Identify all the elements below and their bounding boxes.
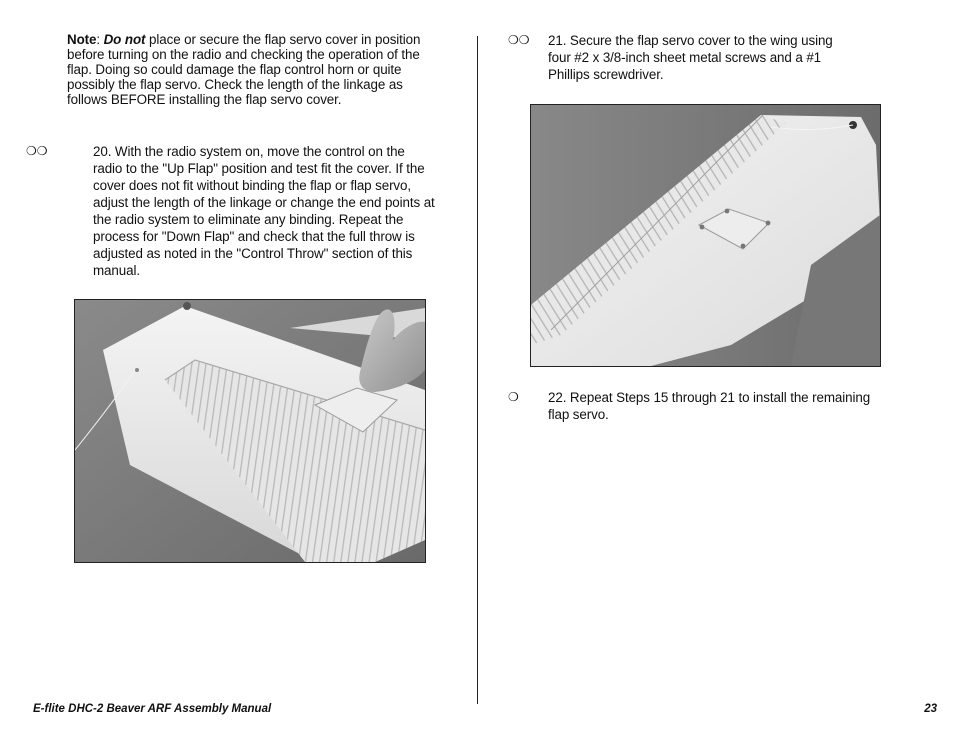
step-21 — [508, 32, 888, 86]
step-22-text: 22. Repeat Steps 15 through 21 to install the remaining flap servo. — [548, 390, 871, 422]
photo-secure-cover-illustration — [531, 105, 880, 366]
step-21-checkboxes[interactable]: ❍❍ — [508, 33, 530, 47]
footer-page-number: 23 — [924, 703, 937, 715]
photo-test-fit-cover — [74, 299, 426, 563]
note-label: Note — [67, 32, 97, 47]
note-emphasis: Do not — [103, 32, 146, 47]
step-20 — [26, 143, 441, 283]
step-20-text: 20. With the radio system on, move the control on the radio to the "Up Flap" position and test fit the cover. If the cover does not fit without binding the flap or flap servo, adjust the length of the linkage or change the end points at the radio system to eliminate any binding. Repeat the process for "Down Flap" and check that the full throw is adjusted as noted in the "Control Throw" section of this manual. — [93, 144, 435, 278]
footer-manual-title: E-flite DHC-2 Beaver ARF Assembly Manual — [33, 703, 272, 715]
note-colon: : — [96, 32, 104, 47]
step-21-text: 21. Secure the flap servo cover to the wing using four #2 x 3/8-inch sheet metal screws and a #1 Phillips screwdriver. — [548, 33, 833, 82]
column-divider — [477, 36, 478, 704]
note-paragraph — [67, 32, 427, 107]
photo-test-fit-cover-illustration — [75, 300, 425, 562]
step-22 — [508, 389, 898, 425]
step-20-checkboxes[interactable]: ❍❍ — [26, 144, 48, 158]
step-22-checkboxes[interactable]: ❍ — [508, 390, 519, 404]
note-text: place or secure the flap servo cover in position before turning on the radio and checking the operation of the flap. Doing so could damage the flap control horn or quite possibly the flap servo. Check the length of the linkage as follows BEFORE installing the flap servo cover. — [67, 32, 421, 107]
photo-secure-cover — [530, 104, 881, 367]
